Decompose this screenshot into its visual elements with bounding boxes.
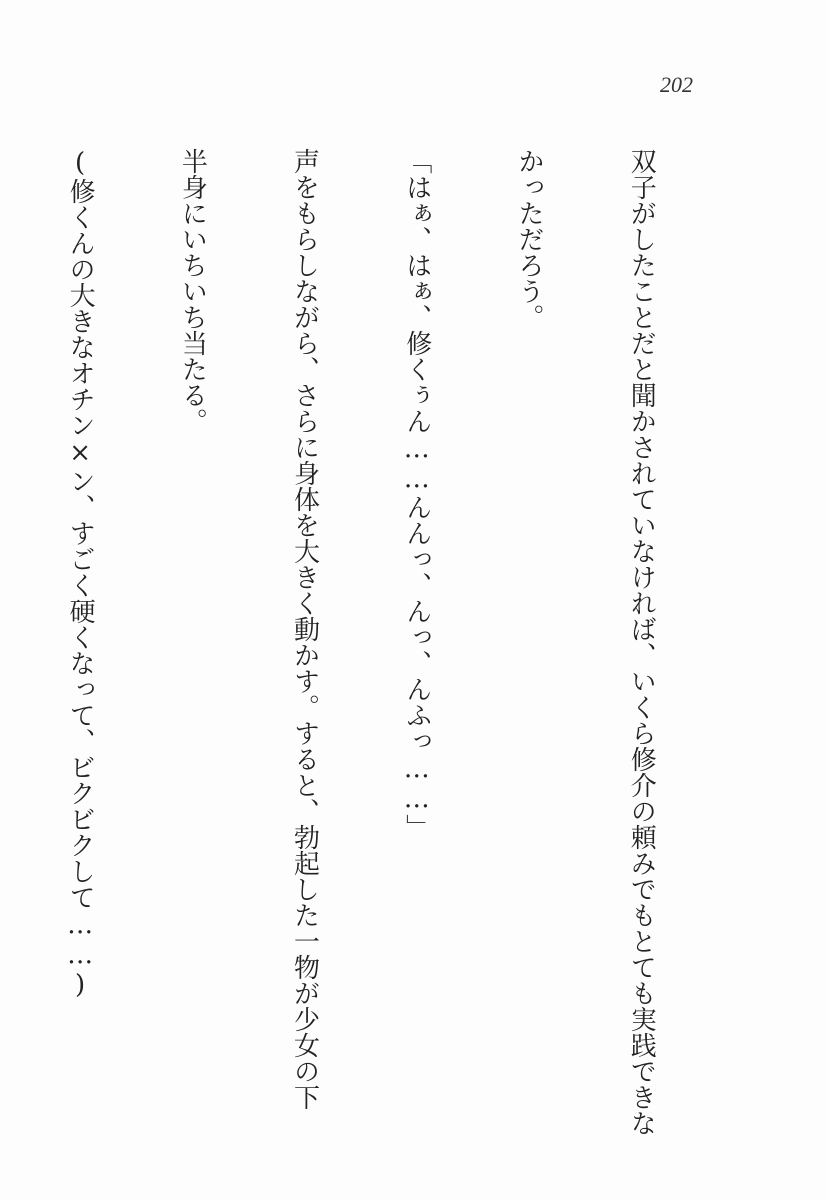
page-number: 202 [660,72,693,97]
text-column-4: 声をもらしながら、さらに身体を大きく動かす。すると、勃起した一物が少女の下 [289,148,320,1110]
body-text [65,148,734,1136]
text-column-1: 双子がしたことだと聞かされていなければ、いくら修介の頼みでもとても実践できな [626,148,657,1136]
text-column-5: 半身にいちいち当たる。 [177,148,208,434]
text-column-2: かっただろう。 [513,148,544,330]
text-column-6: (修くんの大きなオチン×ン、すごく硬くなって、ビクビクして……) [65,148,96,1000]
text-column-3: 「はぁ、はぁ、修くぅん……んんっ、んっ、んふっ……」 [401,148,432,840]
